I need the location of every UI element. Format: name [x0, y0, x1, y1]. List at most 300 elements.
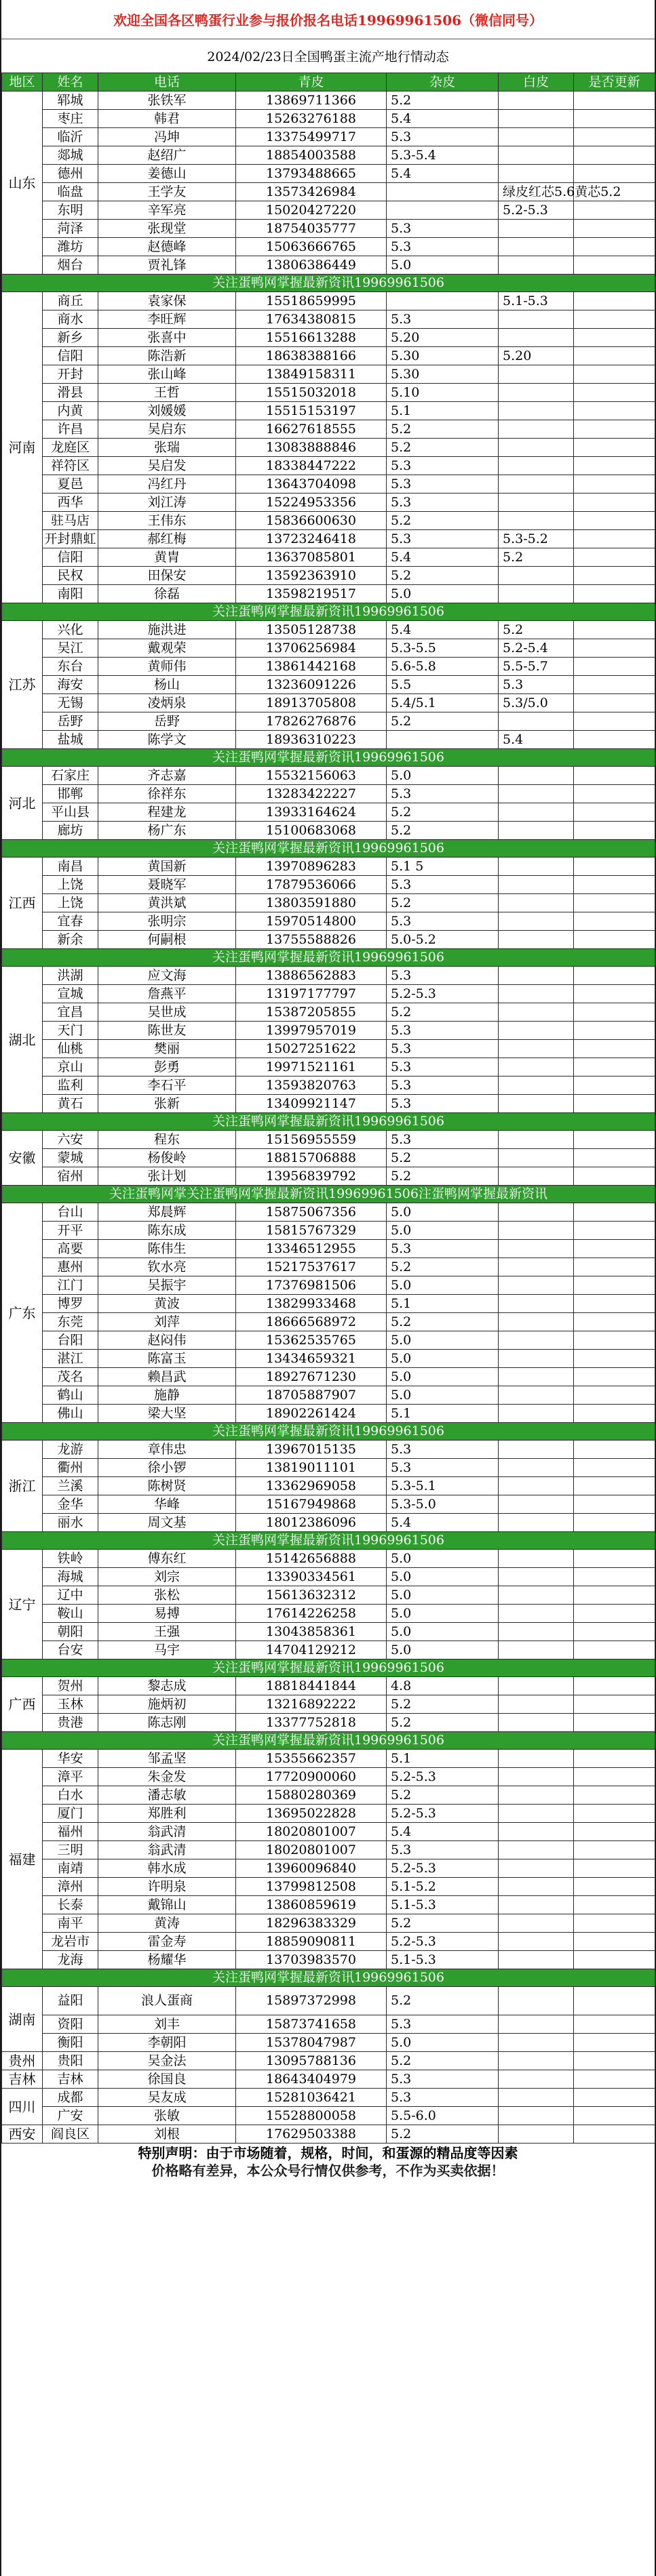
contact-name-cell: 冯坤	[98, 128, 236, 146]
phone-cell: 18854003588	[236, 146, 387, 165]
contact-name-cell: 许明泉	[98, 1878, 236, 1896]
col-header: 杂皮	[387, 73, 499, 92]
mixed-shell-price-cell	[499, 1987, 574, 2015]
table-row	[2, 1878, 655, 1896]
green-shell-price-cell: 5.2	[387, 92, 499, 110]
mixed-shell-price-cell	[499, 475, 574, 494]
contact-name-cell: 黄胄	[98, 548, 236, 567]
white-shell-price-cell	[574, 1768, 655, 1786]
table-row	[2, 1987, 655, 2015]
contact-name-cell: 王伟东	[98, 512, 236, 530]
banner-text: 关注蛋鸭网掌握最新资讯19969961506	[2, 840, 655, 858]
phone-cell: 15836600630	[236, 512, 387, 530]
city-cell: 德州	[43, 165, 98, 183]
mixed-shell-price-cell	[499, 384, 574, 402]
contact-name-cell: 彭勇	[98, 1058, 236, 1076]
white-shell-price-cell	[574, 292, 655, 310]
green-shell-price-cell: 5.3	[387, 128, 499, 146]
table-row	[2, 1003, 655, 1022]
section-banner	[2, 1423, 655, 1441]
mixed-shell-price-cell	[499, 110, 574, 128]
table-row	[2, 420, 655, 439]
city-cell: 广安	[43, 2107, 98, 2125]
table-row	[2, 2125, 655, 2144]
contact-name-cell: 贾礼锋	[98, 256, 236, 275]
city-cell: 开平	[43, 1222, 98, 1240]
city-cell: 台山	[43, 1203, 98, 1222]
green-shell-price-cell: 5.0	[387, 1222, 499, 1240]
table-row	[2, 858, 655, 876]
region-cell: 浙江	[2, 1441, 43, 1532]
city-cell: 南昌	[43, 858, 98, 876]
mixed-shell-price-cell	[499, 1240, 574, 1258]
table-row	[2, 1605, 655, 1623]
white-shell-price-cell	[574, 1386, 655, 1405]
city-cell: 郯城	[43, 146, 98, 165]
contact-name-cell: 程东	[98, 1131, 236, 1149]
white-shell-price-cell	[574, 639, 655, 658]
section-banner	[2, 949, 655, 967]
green-shell-price-cell	[387, 292, 499, 310]
green-shell-price-cell: 5.2	[387, 512, 499, 530]
green-shell-price-cell: 5.1	[387, 1405, 499, 1423]
table-row	[2, 365, 655, 384]
green-shell-price-cell: 5.4	[387, 548, 499, 567]
table-row	[2, 1714, 655, 1732]
phone-cell: 13723246418	[236, 530, 387, 548]
city-cell: 海城	[43, 1568, 98, 1586]
footer-line-1: 特别声明：由于市场随着，规格，时间，和蛋源的精品度等因素	[138, 2145, 518, 2161]
white-shell-price-cell	[574, 2089, 655, 2107]
green-shell-price-cell: 5.2	[387, 1914, 499, 1933]
city-cell: 新余	[43, 931, 98, 949]
city-cell: 宿州	[43, 1167, 98, 1186]
green-shell-price-cell: 5.3	[387, 2089, 499, 2107]
region-cell: 广东	[2, 1203, 43, 1423]
white-shell-price-cell	[574, 310, 655, 329]
green-shell-price-cell: 5.1-5.3	[387, 1951, 499, 1969]
phone-cell: 15263276188	[236, 110, 387, 128]
white-shell-price-cell	[574, 530, 655, 548]
mixed-shell-price-cell: 绿皮红芯5.6黄芯5.2	[499, 183, 574, 201]
col-header: 青皮	[236, 73, 387, 92]
contact-name-cell: 施洪进	[98, 621, 236, 639]
contact-name-cell: 赖昌武	[98, 1368, 236, 1386]
city-cell: 京山	[43, 1058, 98, 1076]
green-shell-price-cell: 5.3	[387, 1131, 499, 1149]
city-cell: 黄石	[43, 1095, 98, 1113]
table-row	[2, 2052, 655, 2070]
green-shell-price-cell: 5.2	[387, 567, 499, 585]
phone-cell: 17634380815	[236, 310, 387, 329]
contact-name-cell: 施炳初	[98, 1695, 236, 1714]
mixed-shell-price-cell	[499, 1896, 574, 1914]
white-shell-price-cell	[574, 585, 655, 603]
table-row	[2, 1386, 655, 1405]
region-cell: 广西	[2, 1677, 43, 1732]
contact-name-cell: 冯红丹	[98, 475, 236, 494]
banner-text: 关注蛋鸭网掌握最新资讯19969961506	[2, 603, 655, 621]
white-shell-price-cell	[574, 256, 655, 275]
white-shell-price-cell	[574, 876, 655, 894]
mixed-shell-price-cell	[499, 1878, 574, 1896]
white-shell-price-cell	[574, 402, 655, 420]
green-shell-price-cell: 5.3	[387, 1022, 499, 1040]
contact-name-cell: 张铁军	[98, 92, 236, 110]
city-cell: 福州	[43, 1823, 98, 1841]
green-shell-price-cell: 5.3	[387, 785, 499, 803]
contact-name-cell: 王强	[98, 1623, 236, 1641]
banner-text: 关注蛋鸭网掌握最新资讯19969961506	[2, 1113, 655, 1131]
phone-cell: 13346512955	[236, 1240, 387, 1258]
phone-cell: 18927671230	[236, 1368, 387, 1386]
green-shell-price-cell: 5.4/5.1	[387, 694, 499, 712]
contact-name-cell: 张新	[98, 1095, 236, 1113]
phone-cell: 13869711366	[236, 92, 387, 110]
table-row	[2, 2107, 655, 2125]
phone-cell: 13434659321	[236, 1350, 387, 1368]
mixed-shell-price-cell	[499, 1641, 574, 1659]
mixed-shell-price-cell	[499, 238, 574, 256]
section-banner	[2, 1113, 655, 1131]
contact-name-cell: 黄涛	[98, 1914, 236, 1933]
contact-name-cell: 翁武清	[98, 1823, 236, 1841]
city-cell: 石家庄	[43, 767, 98, 785]
white-shell-price-cell	[574, 1987, 655, 2015]
mixed-shell-price-cell: 5.2	[499, 621, 574, 639]
table-row	[2, 457, 655, 475]
table-row	[2, 439, 655, 457]
table-row	[2, 1859, 655, 1878]
contact-name-cell: 浪人蛋商	[98, 1987, 236, 2015]
city-cell: 烟台	[43, 256, 98, 275]
green-shell-price-cell: 5.6-5.8	[387, 658, 499, 676]
table-row	[2, 1514, 655, 1532]
mixed-shell-price-cell: 5.3/5.0	[499, 694, 574, 712]
city-cell: 厦门	[43, 1805, 98, 1823]
white-shell-price-cell	[574, 1896, 655, 1914]
contact-name-cell: 吴世成	[98, 1003, 236, 1022]
mixed-shell-price-cell	[499, 1131, 574, 1149]
city-cell: 兰溪	[43, 1477, 98, 1495]
section-banner	[2, 840, 655, 858]
white-shell-price-cell	[574, 931, 655, 949]
table-row	[2, 201, 655, 220]
table-row	[2, 1203, 655, 1222]
table-row	[2, 822, 655, 840]
table-row	[2, 912, 655, 931]
mixed-shell-price-cell	[499, 1677, 574, 1695]
city-cell: 鞍山	[43, 1605, 98, 1623]
table-row	[2, 310, 655, 329]
mixed-shell-price-cell	[499, 1695, 574, 1714]
mixed-shell-price-cell	[499, 1750, 574, 1768]
green-shell-price-cell: 5.2	[387, 1714, 499, 1732]
banner-text: 关注蛋鸭网掌握最新资讯19969961506	[2, 1732, 655, 1750]
contact-name-cell: 徐祥东	[98, 785, 236, 803]
white-shell-price-cell	[574, 1677, 655, 1695]
contact-name-cell: 郝红梅	[98, 530, 236, 548]
contact-name-cell: 凌炳泉	[98, 694, 236, 712]
table-row	[2, 1095, 655, 1113]
city-cell: 龙庭区	[43, 439, 98, 457]
mixed-shell-price-cell	[499, 365, 574, 384]
contact-name-cell: 韩水成	[98, 1859, 236, 1878]
phone-cell: 15515153197	[236, 402, 387, 420]
contact-name-cell: 陈树贤	[98, 1477, 236, 1495]
mixed-shell-price-cell: 5.5-5.7	[499, 658, 574, 676]
city-cell: 岳野	[43, 712, 98, 731]
city-cell: 台安	[43, 1641, 98, 1659]
city-cell: 西华	[43, 494, 98, 512]
city-cell: 滑县	[43, 384, 98, 402]
table-row	[2, 1823, 655, 1841]
phone-cell: 15518659995	[236, 292, 387, 310]
contact-name-cell: 戴观荣	[98, 639, 236, 658]
mixed-shell-price-cell	[499, 1022, 574, 1040]
table-row	[2, 731, 655, 749]
table-row	[2, 1240, 655, 1258]
region-cell: 贵州	[2, 2052, 43, 2070]
city-cell: 祥符区	[43, 457, 98, 475]
mixed-shell-price-cell	[499, 1605, 574, 1623]
contact-name-cell: 张敏	[98, 2107, 236, 2125]
white-shell-price-cell	[574, 1514, 655, 1532]
green-shell-price-cell: 5.2	[387, 1149, 499, 1167]
city-cell: 监利	[43, 1076, 98, 1095]
white-shell-price-cell	[574, 2125, 655, 2144]
green-shell-price-cell: 5.2	[387, 1987, 499, 2015]
table-row	[2, 1805, 655, 1823]
city-cell: 商丘	[43, 292, 98, 310]
city-cell: 开封	[43, 365, 98, 384]
city-cell: 白水	[43, 1786, 98, 1805]
mixed-shell-price-cell	[499, 1222, 574, 1240]
table-row	[2, 1295, 655, 1313]
mixed-shell-price-cell	[499, 2034, 574, 2052]
table-body	[2, 92, 655, 2144]
mixed-shell-price-cell	[499, 1586, 574, 1605]
phone-cell: 18754035777	[236, 220, 387, 238]
phone-cell: 15020427220	[236, 201, 387, 220]
phone-cell: 13803591880	[236, 894, 387, 912]
white-shell-price-cell	[574, 985, 655, 1003]
white-shell-price-cell	[574, 2107, 655, 2125]
mixed-shell-price-cell: 5.2-5.3	[499, 201, 574, 220]
mixed-shell-price-cell	[499, 2125, 574, 2144]
table-row	[2, 694, 655, 712]
mixed-shell-price-cell	[499, 1786, 574, 1805]
contact-name-cell: 赵德峰	[98, 238, 236, 256]
phone-cell: 15613632312	[236, 1586, 387, 1605]
mixed-shell-price-cell	[499, 1149, 574, 1167]
contact-name-cell: 钦水亮	[98, 1258, 236, 1276]
mixed-shell-price-cell	[499, 220, 574, 238]
white-shell-price-cell	[574, 238, 655, 256]
green-shell-price-cell: 5.0	[387, 1623, 499, 1641]
table-row	[2, 146, 655, 165]
green-shell-price-cell: 5.0	[387, 1368, 499, 1386]
contact-name-cell: 刘宗	[98, 1568, 236, 1586]
city-cell: 宣城	[43, 985, 98, 1003]
city-cell: 廊坊	[43, 822, 98, 840]
table-row	[2, 676, 655, 694]
white-shell-price-cell	[574, 548, 655, 567]
green-shell-price-cell: 5.1 5	[387, 858, 499, 876]
contact-name-cell: 陈伟生	[98, 1240, 236, 1258]
table-row	[2, 1768, 655, 1786]
contact-name-cell: 杨俊岭	[98, 1149, 236, 1167]
region-cell: 河南	[2, 292, 43, 603]
white-shell-price-cell	[574, 220, 655, 238]
phone-cell: 18666568972	[236, 1313, 387, 1331]
contact-name-cell: 黎志成	[98, 1677, 236, 1695]
contact-name-cell: 徐小锣	[98, 1459, 236, 1477]
phone-cell: 13997957019	[236, 1022, 387, 1040]
phone-cell: 13933164624	[236, 803, 387, 822]
phone-cell: 18638388166	[236, 347, 387, 365]
mixed-shell-price-cell	[499, 92, 574, 110]
col-header: 白皮	[499, 73, 574, 92]
section-banner	[2, 1532, 655, 1550]
region-cell: 湖北	[2, 967, 43, 1113]
mixed-shell-price-cell	[499, 310, 574, 329]
phone-cell: 13643704098	[236, 475, 387, 494]
green-shell-price-cell: 5.4	[387, 110, 499, 128]
white-shell-price-cell	[574, 1623, 655, 1641]
table-row	[2, 1441, 655, 1459]
green-shell-price-cell: 5.3	[387, 876, 499, 894]
white-shell-price-cell	[574, 347, 655, 365]
phone-cell: 18296383329	[236, 1914, 387, 1933]
white-shell-price-cell	[574, 329, 655, 347]
mixed-shell-price-cell	[499, 420, 574, 439]
contact-name-cell: 刘丰	[98, 2015, 236, 2034]
contact-name-cell: 李旺辉	[98, 310, 236, 329]
city-cell: 兴化	[43, 621, 98, 639]
phone-cell: 13637085801	[236, 548, 387, 567]
table-row	[2, 639, 655, 658]
green-shell-price-cell	[387, 731, 499, 749]
green-shell-price-cell: 5.20	[387, 329, 499, 347]
city-cell: 内黄	[43, 402, 98, 420]
green-shell-price-cell: 5.3-5.4	[387, 146, 499, 165]
white-shell-price-cell	[574, 1405, 655, 1423]
phone-cell: 13849158311	[236, 365, 387, 384]
white-shell-price-cell	[574, 676, 655, 694]
phone-cell: 13598219517	[236, 585, 387, 603]
contact-name-cell: 徐国良	[98, 2070, 236, 2089]
green-shell-price-cell: 5.3	[387, 530, 499, 548]
contact-name-cell: 齐志嘉	[98, 767, 236, 785]
city-cell: 鹤山	[43, 1386, 98, 1405]
phone-cell: 15815767329	[236, 1222, 387, 1240]
green-shell-price-cell: 5.0	[387, 1276, 499, 1295]
city-cell: 东明	[43, 201, 98, 220]
white-shell-price-cell	[574, 1550, 655, 1568]
table-row	[2, 1222, 655, 1240]
table-row	[2, 256, 655, 275]
contact-name-cell: 李石平	[98, 1076, 236, 1095]
table-row	[2, 1313, 655, 1331]
phone-cell: 13861442168	[236, 658, 387, 676]
contact-name-cell: 赵绍广	[98, 146, 236, 165]
city-cell: 衢州	[43, 1459, 98, 1477]
green-shell-price-cell: 5.3	[387, 310, 499, 329]
white-shell-price-cell	[574, 1258, 655, 1276]
city-cell: 临沂	[43, 128, 98, 146]
contact-name-cell: 张计划	[98, 1167, 236, 1186]
green-shell-price-cell: 5.3	[387, 1095, 499, 1113]
green-shell-price-cell: 5.2	[387, 894, 499, 912]
white-shell-price-cell	[574, 1477, 655, 1495]
table-row	[2, 1677, 655, 1695]
green-shell-price-cell: 5.30	[387, 365, 499, 384]
city-cell: 金华	[43, 1495, 98, 1514]
green-shell-price-cell: 5.2	[387, 1258, 499, 1276]
contact-name-cell: 吴友成	[98, 2089, 236, 2107]
phone-cell: 15362535765	[236, 1331, 387, 1350]
table-row	[2, 1750, 655, 1768]
region-cell: 吉林	[2, 2070, 43, 2089]
table-row	[2, 2015, 655, 2034]
phone-cell: 15528800058	[236, 2107, 387, 2125]
mixed-shell-price-cell	[499, 712, 574, 731]
table-row	[2, 292, 655, 310]
table-row	[2, 785, 655, 803]
green-shell-price-cell	[387, 201, 499, 220]
mixed-shell-price-cell	[499, 512, 574, 530]
city-cell: 丽水	[43, 1514, 98, 1532]
mixed-shell-price-cell	[499, 1313, 574, 1331]
white-shell-price-cell	[574, 1095, 655, 1113]
green-shell-price-cell: 5.0	[387, 1586, 499, 1605]
city-cell: 东台	[43, 658, 98, 676]
city-cell: 贵港	[43, 1714, 98, 1732]
mixed-shell-price-cell	[499, 1003, 574, 1022]
green-shell-price-cell: 5.2	[387, 1786, 499, 1805]
phone-cell: 18020801007	[236, 1841, 387, 1859]
region-cell: 四川	[2, 2089, 43, 2125]
banner-text: 关注蛋鸭网掌握最新资讯19969961506	[2, 749, 655, 767]
table-row	[2, 183, 655, 201]
mixed-shell-price-cell: 5.4	[499, 731, 574, 749]
contact-name-cell: 戴锦山	[98, 1896, 236, 1914]
contact-name-cell: 黄国新	[98, 858, 236, 876]
green-shell-price-cell: 5.2-5.3	[387, 1768, 499, 1786]
city-cell: 吴江	[43, 639, 98, 658]
phone-cell: 13860859619	[236, 1896, 387, 1914]
phone-cell: 13755588826	[236, 931, 387, 949]
mixed-shell-price-cell	[499, 1933, 574, 1951]
table-row	[2, 347, 655, 365]
page-title: 2024/02/23日全国鸭蛋主流产地行情动态	[207, 49, 449, 64]
table-row	[2, 658, 655, 676]
white-shell-price-cell	[574, 1131, 655, 1149]
green-shell-price-cell: 5.0	[387, 1641, 499, 1659]
green-shell-price-cell: 5.3	[387, 475, 499, 494]
phone-cell: 18338447222	[236, 457, 387, 475]
table-row	[2, 128, 655, 146]
green-shell-price-cell: 5.3	[387, 2070, 499, 2089]
phone-cell: 13799812508	[236, 1878, 387, 1896]
phone-cell: 17879536066	[236, 876, 387, 894]
white-shell-price-cell	[574, 1022, 655, 1040]
phone-cell: 13703983570	[236, 1951, 387, 1969]
phone-cell: 13573426984	[236, 183, 387, 201]
white-shell-price-cell	[574, 1786, 655, 1805]
city-cell: 民权	[43, 567, 98, 585]
